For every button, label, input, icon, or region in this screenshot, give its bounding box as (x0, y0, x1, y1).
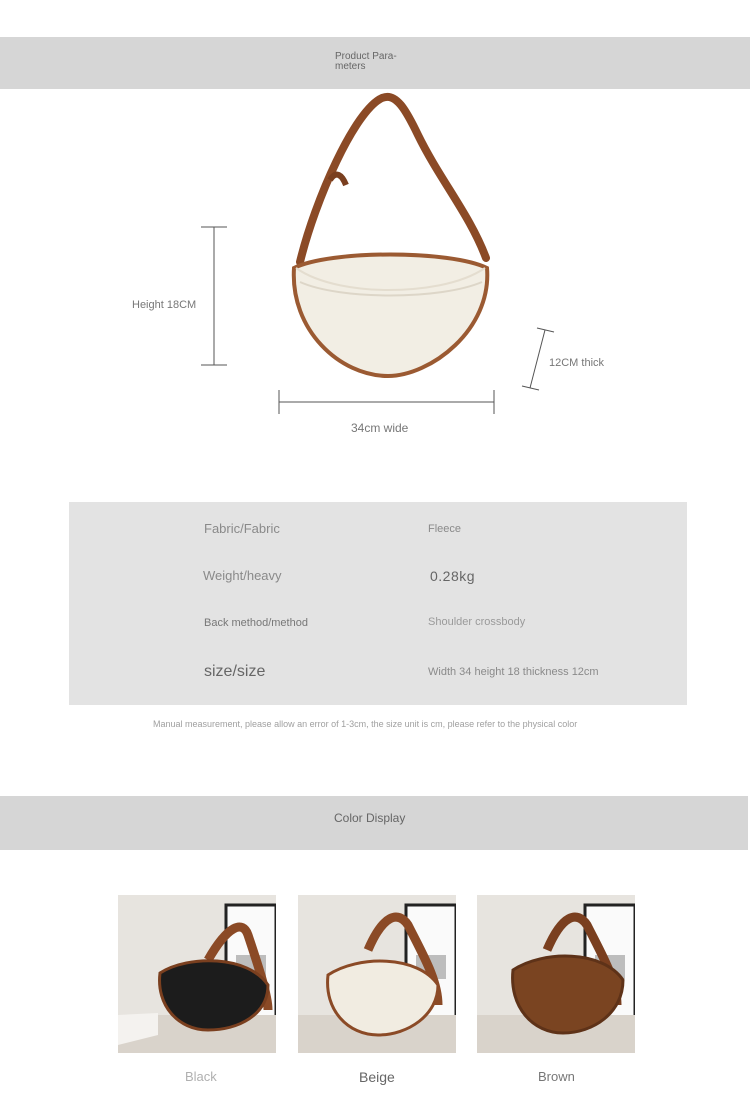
height-label: Height 18CM (132, 299, 197, 311)
color-display-header (0, 796, 748, 850)
color-label-beige: Beige (359, 1069, 395, 1085)
width-dimension-line (279, 390, 494, 414)
param-key-size: size/size (204, 663, 266, 680)
color-label-black: Black (185, 1069, 217, 1084)
thickness-label: 12CM thick (549, 357, 605, 369)
param-value-back-method: Shoulder crossbody (428, 616, 526, 628)
color-photo-beige[interactable] (298, 895, 456, 1053)
param-key-back-method: Back method/method (204, 617, 308, 629)
height-dimension-line (201, 227, 227, 365)
param-key-weight: Weight/heavy (203, 568, 282, 583)
width-label: 34cm wide (351, 421, 409, 435)
parameters-table (69, 502, 687, 705)
beige-bag-image (298, 895, 456, 1053)
brown-bag-image (477, 895, 635, 1053)
color-photo-brown[interactable] (477, 895, 635, 1053)
param-key-fabric: Fabric/Fabric (204, 521, 280, 536)
black-bag-image (118, 895, 276, 1053)
color-display-title: Color Display (334, 811, 406, 825)
measurement-note: Manual measurement, please allow an error of 1-3cm, the size unit is cm, please refer to the physical color (153, 719, 578, 729)
color-photo-black[interactable] (118, 895, 276, 1053)
param-value-size: Width 34 height 18 thickness 12cm (428, 666, 599, 678)
header-title: Product Para- meters (335, 51, 397, 72)
param-value-weight: 0.28kg (430, 568, 476, 584)
bag-image (294, 97, 488, 376)
param-value-fabric: Fleece (428, 523, 462, 535)
color-label-brown: Brown (538, 1069, 575, 1084)
